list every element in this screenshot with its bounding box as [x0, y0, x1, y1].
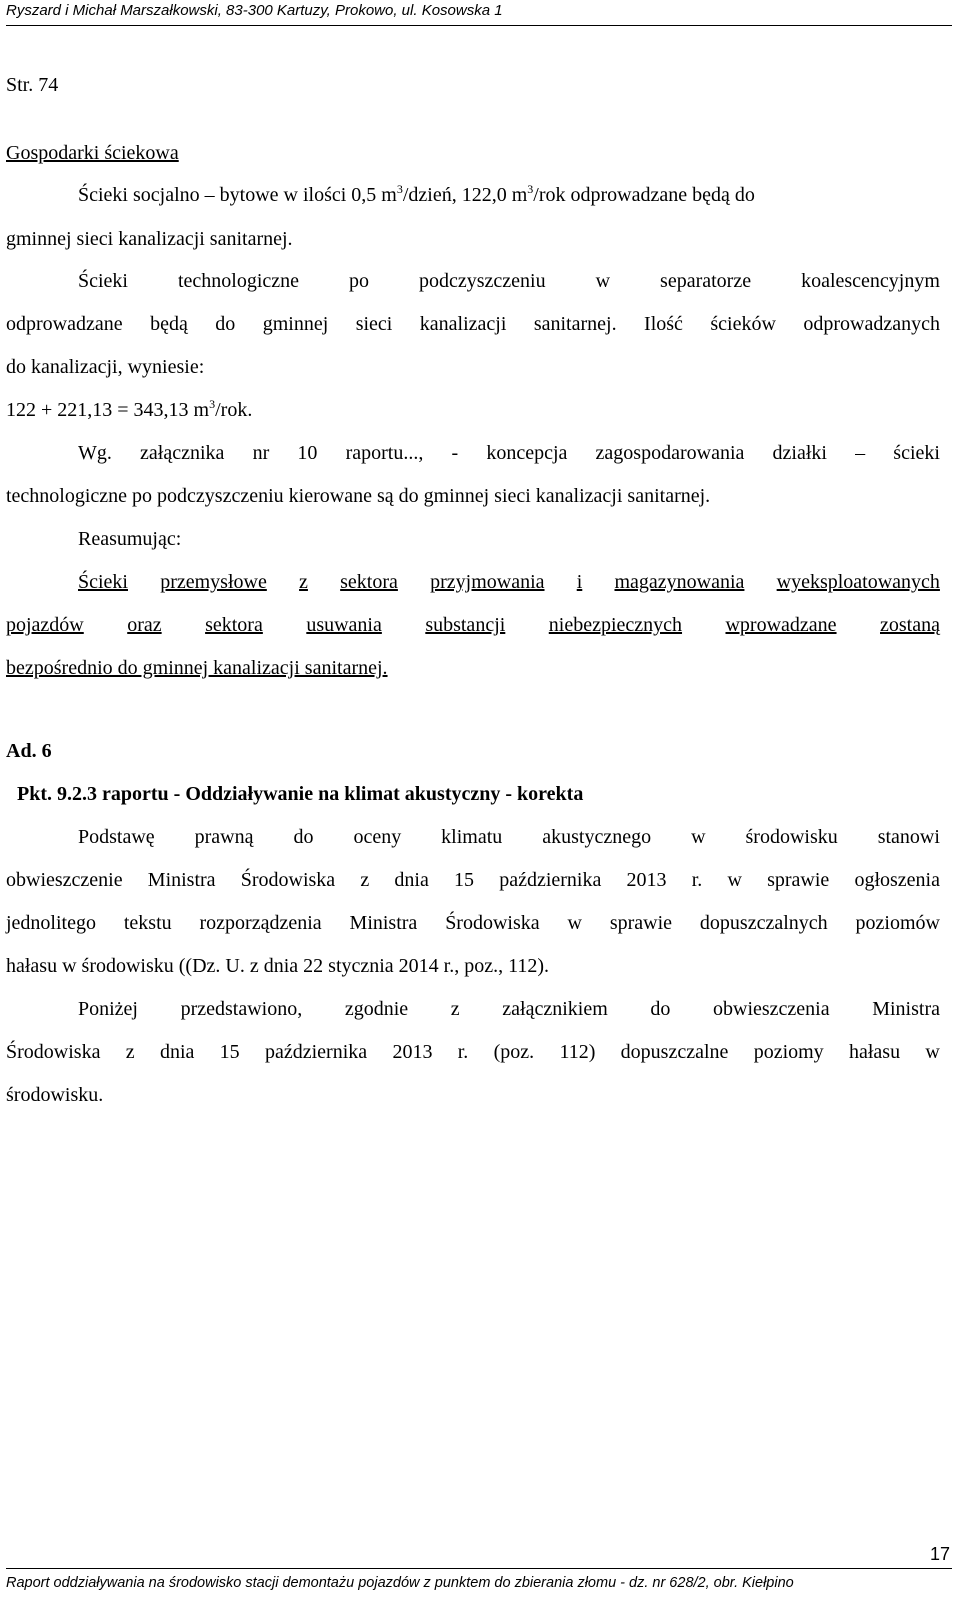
paragraph-attachment-line-1: [78, 440, 940, 466]
word: –: [855, 442, 866, 464]
word: podczyszczeniu: [419, 270, 546, 292]
word: dnia: [159, 1041, 195, 1063]
word: działki: [772, 442, 827, 464]
word: do: [215, 313, 236, 335]
formula-line: 122 + 221,13 = 343,13 $m^3$/rok.: [6, 397, 253, 421]
paragraph-legal-basis-line-4: hałasu w środowisku ((Dz. U. z dnia 22 stycznia 2014 r., poz., 112).: [6, 955, 550, 977]
point-heading: Pkt. 9.2.3 raportu - Oddziaływanie na klimat akustyczny - korekta: [17, 783, 584, 805]
word: sprawie: [609, 912, 673, 934]
word: 2013: [392, 1041, 433, 1063]
word: z: [450, 998, 460, 1020]
summary-label: Reasumując:: [78, 528, 182, 550]
word: środowisku: [745, 826, 838, 848]
word: Ścieki: [78, 270, 128, 292]
word: pojazdów: [6, 614, 84, 636]
word: sprawie: [767, 869, 830, 891]
word: odprowadzane: [6, 313, 123, 335]
paragraph-noise-levels-line-3: środowisku.: [6, 1084, 104, 1106]
word: ścieków: [710, 313, 776, 335]
word: tekstu: [123, 912, 172, 934]
word: Środowiska: [445, 912, 540, 934]
word: dopuszczalne: [620, 1041, 729, 1063]
word: października: [264, 1041, 368, 1063]
word: zostaną: [880, 614, 940, 636]
paragraph-technological-line-3: do kanalizacji, wyniesie:: [6, 356, 205, 378]
word: zgodnie: [344, 998, 409, 1020]
paragraph-attachment-line-2: technologiczne po podczyszczeniu kierowane są do gminnej sieci kanalizacji sanitarnej.: [6, 485, 711, 507]
summary-line-3: bezpośrednio do gminnej kanalizacji sanitarnej.: [6, 657, 388, 679]
word: dopuszczalnych: [699, 912, 828, 934]
word: koalescencyjnym: [801, 270, 940, 292]
word: 15: [219, 1041, 240, 1063]
word: 15: [454, 869, 475, 891]
paragraph-noise-levels-line-2: [6, 1039, 940, 1065]
word: Środowiska: [6, 1041, 101, 1063]
word: oraz: [127, 614, 162, 636]
word: akustycznego: [542, 826, 652, 848]
word: z: [360, 869, 370, 891]
word: usuwania: [306, 614, 382, 636]
paragraph-social-wastewater-line-2: gminnej sieci kanalizacji sanitarnej.: [6, 228, 293, 250]
word: przedstawiono,: [180, 998, 303, 1020]
word: 2013: [626, 869, 667, 891]
word: 10: [297, 442, 318, 464]
paragraph-legal-basis-line-1: [78, 824, 940, 850]
summary-line-1: [78, 569, 940, 595]
word: Ministra: [872, 998, 940, 1020]
word: z: [299, 571, 308, 593]
word: ogłoszenia: [854, 869, 940, 891]
word: sieci: [355, 313, 393, 335]
word: koncepcja: [486, 442, 568, 464]
word: Środowiska: [240, 869, 336, 891]
word: wyeksploatowanych: [776, 571, 940, 593]
word: w: [691, 826, 706, 848]
word: (poz.: [493, 1041, 535, 1063]
word: dnia: [394, 869, 429, 891]
paragraph-social-wastewater-line-1: Ścieki socjalno – bytowe w ilości 0,5 $m^3$/dzień, 122,0 $m^3$/rok odprowadzane będą do: [78, 182, 755, 206]
word: i: [576, 571, 583, 593]
word: magazynowania: [614, 571, 745, 593]
word: separatorze: [660, 270, 752, 292]
word: załącznika: [140, 442, 225, 464]
section-heading-wastewater: Gospodarki ściekowa: [6, 142, 179, 164]
word: jednolitego: [6, 912, 96, 934]
word: -: [451, 442, 459, 464]
word: Ministra: [147, 869, 216, 891]
word: klimatu: [441, 826, 503, 848]
page-number: 17: [929, 1544, 950, 1564]
word: kanalizacji: [419, 313, 507, 335]
page-reference: Str. 74: [6, 74, 59, 96]
word: poziomów: [855, 912, 940, 934]
word: obwieszczenie: [6, 869, 123, 891]
word: prawną: [194, 826, 254, 848]
ad-heading: Ad. 6: [6, 740, 52, 762]
page-header: Ryszard i Michał Marszałkowski, 83-300 Kartuzy, Prokowo, ul. Kosowska 1: [6, 0, 952, 26]
word: będą: [150, 313, 188, 335]
word: raportu...,: [345, 442, 424, 464]
paragraph-technological-line-2: [6, 311, 940, 337]
word: gminnej: [262, 313, 329, 335]
word: substancji: [425, 614, 506, 636]
paragraph-legal-basis-line-2: [6, 867, 940, 893]
word: stanowi: [877, 826, 940, 848]
word: przyjmowania: [430, 571, 545, 593]
word: do: [293, 826, 314, 848]
word: w: [567, 912, 582, 934]
summary-line-2: [6, 612, 940, 638]
paragraph-legal-basis-line-3: [6, 910, 940, 936]
word: ścieki: [893, 442, 940, 464]
word: nr: [252, 442, 270, 464]
word: obwieszczenia: [713, 998, 830, 1020]
word: oceny: [353, 826, 402, 848]
word: Poniżej: [78, 998, 138, 1020]
word: wprowadzane: [725, 614, 837, 636]
word: Ścieki: [78, 571, 128, 593]
word: sanitarnej.: [533, 313, 617, 335]
word: w: [925, 1041, 940, 1063]
word: rozporządzenia: [199, 912, 322, 934]
word: r.: [691, 869, 703, 891]
word: z: [125, 1041, 135, 1063]
paragraph-technological-line-1: [78, 268, 940, 294]
word: odprowadzanych: [803, 313, 940, 335]
word: technologiczne: [177, 270, 300, 292]
word: zagospodarowania: [595, 442, 745, 464]
word: w: [595, 270, 611, 292]
page-footer: Raport oddziaływania na środowisko stacji demontażu pojazdów z punktem do zbierania złomu - dz. nr 628/2, obr. Kiełpino: [6, 1568, 952, 1593]
word: sektora: [205, 614, 263, 636]
word: hałasu: [848, 1041, 901, 1063]
word: października: [499, 869, 602, 891]
word: przemysłowe: [160, 571, 267, 593]
word: Wg.: [78, 442, 112, 464]
word: Podstawę: [78, 826, 155, 848]
word: załącznikiem: [502, 998, 608, 1020]
word: do: [650, 998, 671, 1020]
word: niebezpiecznych: [548, 614, 683, 636]
word: Ministra: [349, 912, 418, 934]
word: w: [727, 869, 742, 891]
word: Ilość: [644, 313, 683, 335]
word: po: [349, 270, 370, 292]
paragraph-noise-levels-line-1: [78, 996, 940, 1022]
word: 112): [559, 1041, 596, 1063]
word: sektora: [340, 571, 398, 593]
word: poziomy: [753, 1041, 824, 1063]
word: r.: [457, 1041, 469, 1063]
